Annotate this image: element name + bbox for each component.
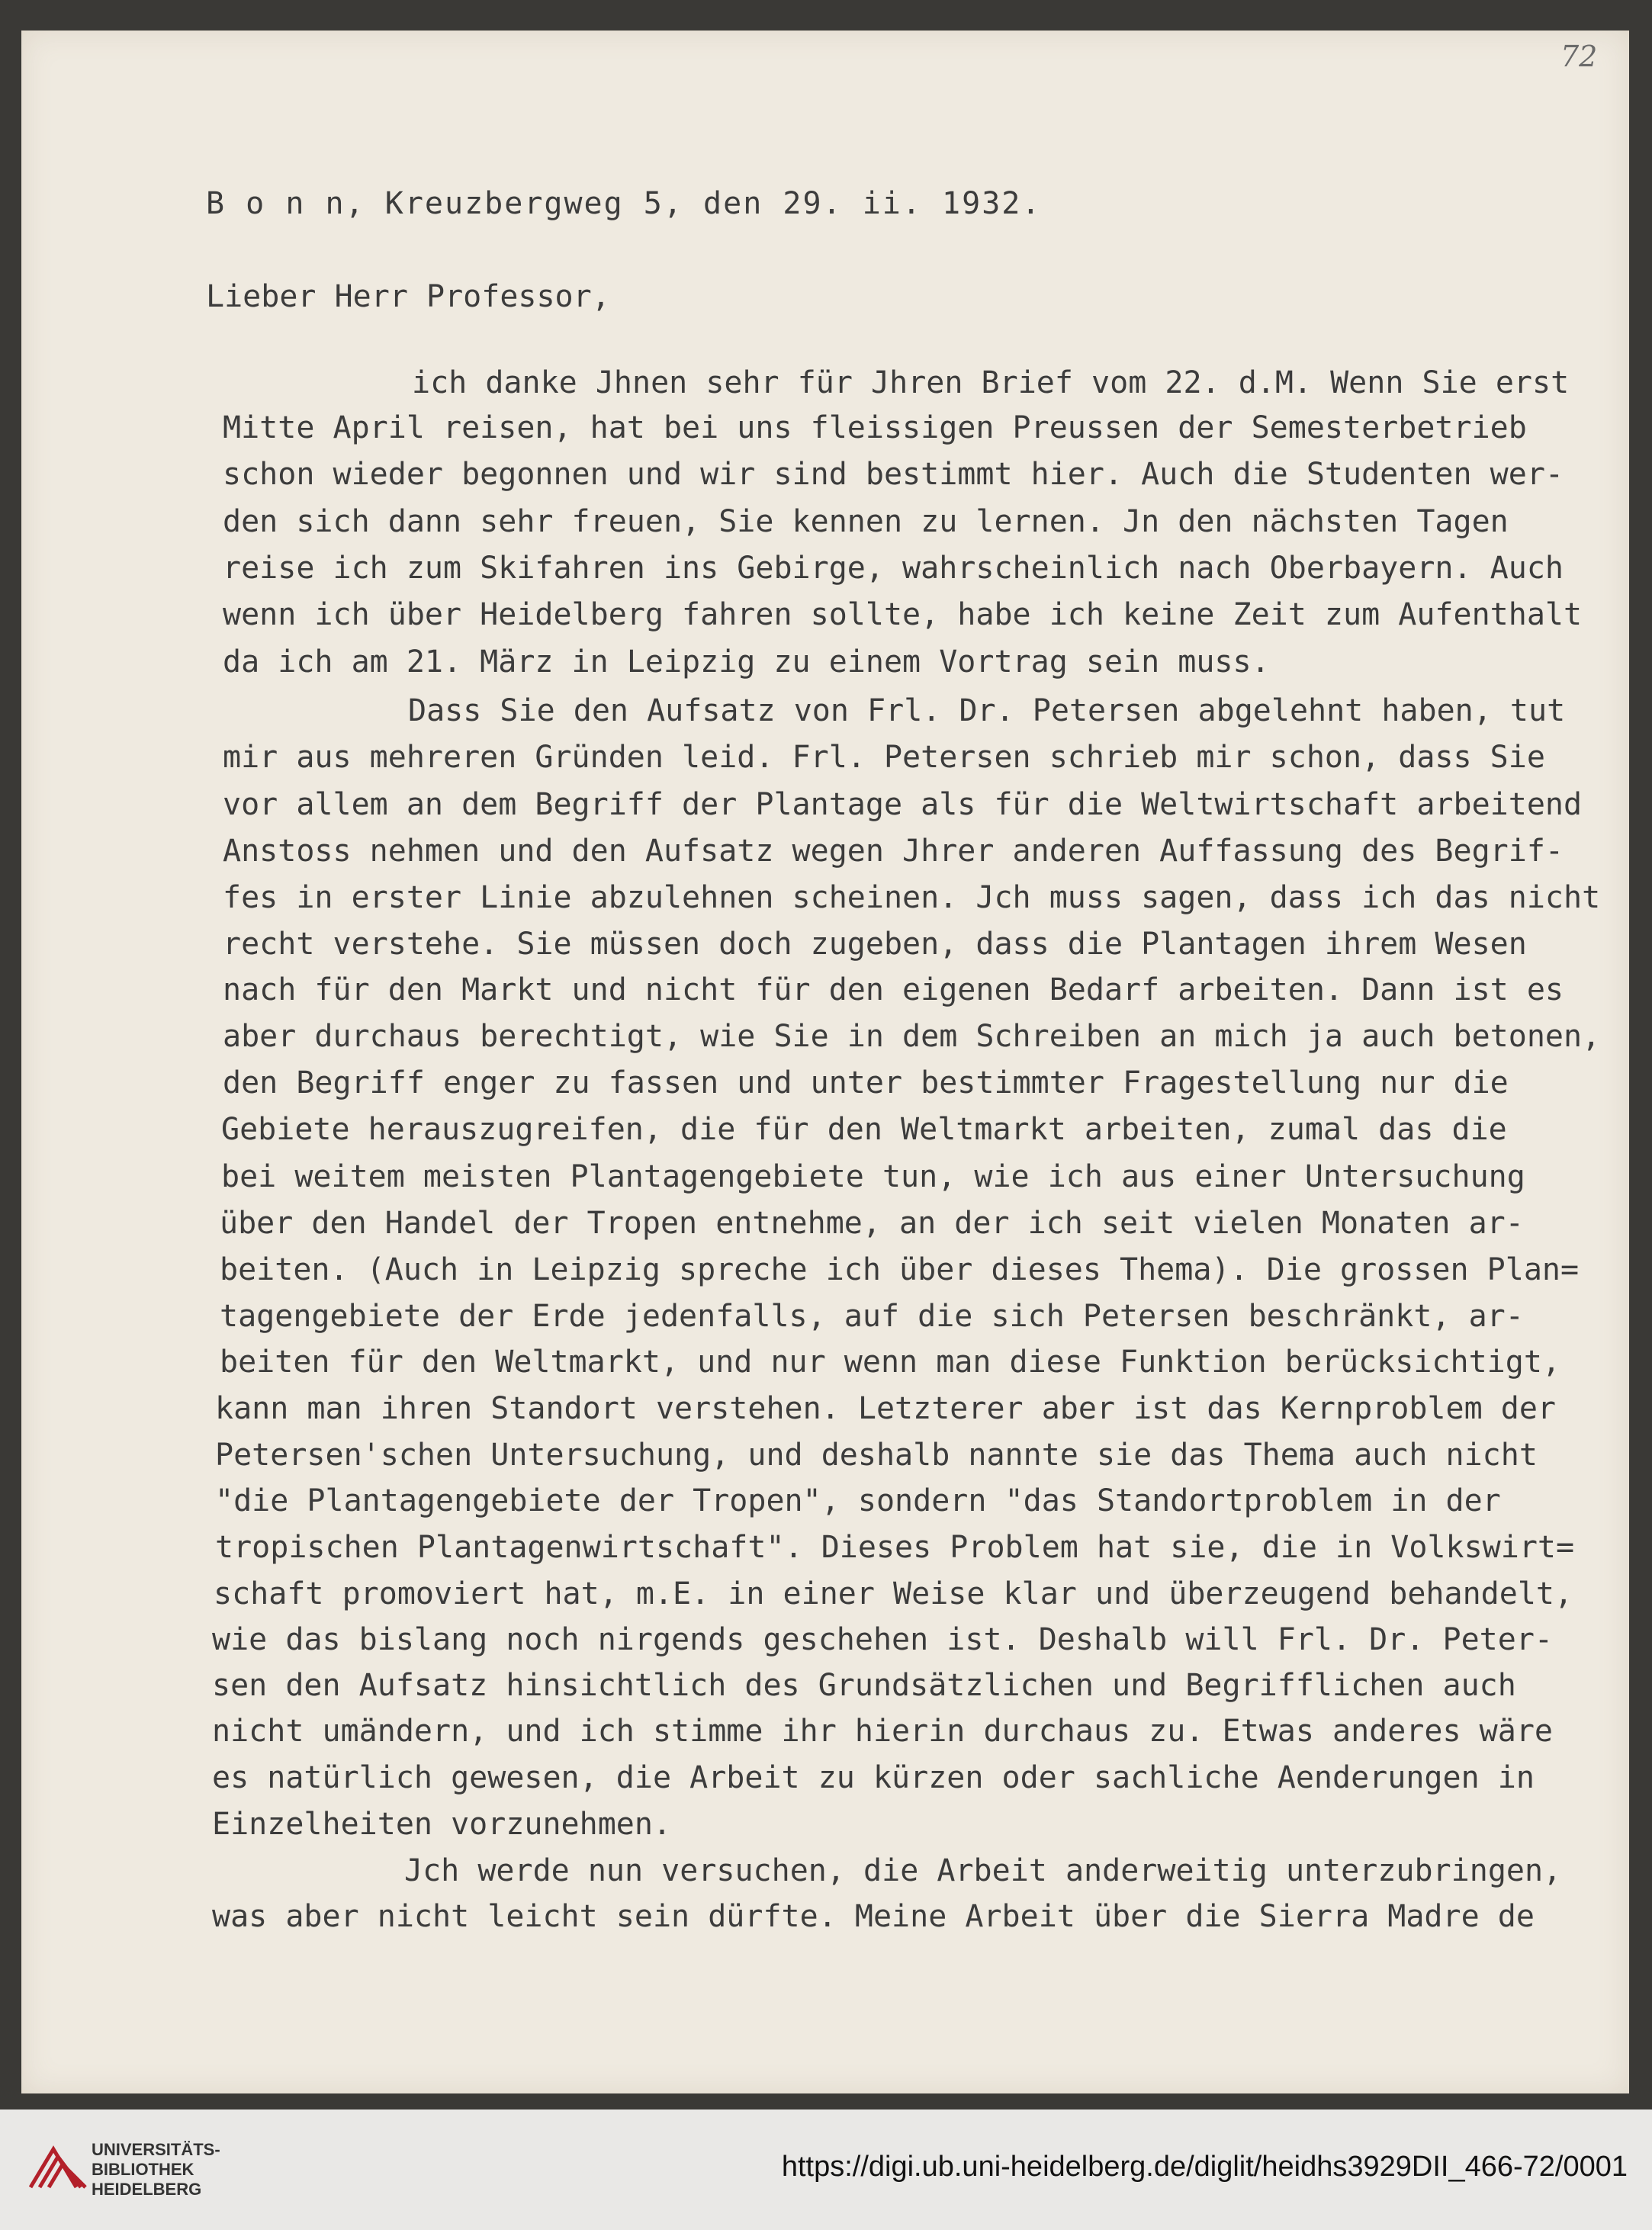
letter-line: Dass Sie den Aufsatz von Frl. Dr. Petersen abgelehnt haben, tut — [408, 693, 1566, 728]
letter-line: schon wieder begonnen und wir sind bestimmt hier. Auch die Studenten wer- — [223, 457, 1564, 492]
page-number: 72 — [1560, 40, 1598, 73]
letter-line: kann man ihren Standort verstehen. Letzterer aber ist das Kernproblem der — [215, 1391, 1556, 1426]
salutation: Lieber Herr Professor, — [206, 279, 610, 314]
letter-line: bei weitem meisten Plantagengebiete tun, wie ich aus einer Untersuchung — [221, 1159, 1525, 1194]
letter-line: "die Plantagengebiete der Tropen", sondern "das Standortproblem in der — [215, 1483, 1501, 1518]
letter-line: sen den Aufsatz hinsichtlich des Grundsätzlichen und Begrifflichen auch — [212, 1668, 1516, 1703]
footer-bar — [0, 2110, 1652, 2230]
letter-line: Gebiete herauszugreifen, die für den Weltmarkt arbeiten, zumal das die — [221, 1112, 1507, 1147]
letter-line: mir aus mehreren Gründen leid. Frl. Petersen schrieb mir schon, dass Sie — [223, 740, 1545, 775]
letter-line: Anstoss nehmen und den Aufsatz wegen Jhrer anderen Auffassung des Begrif- — [223, 834, 1564, 869]
letter-line: schaft promoviert hat, m.E. in einer Weise klar und überzeugend behandelt, — [214, 1576, 1573, 1611]
letter-line: da ich am 21. März in Leipzig zu einem Vortrag sein muss. — [223, 644, 1270, 680]
letter-line: über den Handel der Tropen entnehme, an der ich seit vielen Monaten ar- — [220, 1206, 1524, 1241]
source-url-link[interactable]: https://digi.ub.uni-heidelberg.de/diglit/heidhs3929DII_466-72/0001 — [781, 2151, 1628, 2183]
letter-line: Einzelheiten vorzunehmen. — [212, 1807, 672, 1842]
letter-line: den sich dann sehr freuen, Sie kennen zu lernen. Jn den nächsten Tagen — [223, 504, 1509, 539]
letter-line: Petersen'schen Untersuchung, und deshalb nannte sie das Thema auch nicht — [215, 1438, 1538, 1473]
letter-line: was aber nicht leicht sein dürfte. Meine Arbeit über die Sierra Madre de — [212, 1899, 1535, 1934]
letter-line: wie das bislang noch nirgends geschehen ist. Deshalb will Frl. Dr. Peter- — [212, 1622, 1553, 1657]
letter-line: aber durchaus berechtigt, wie Sie in dem Schreiben an mich ja auch betonen, — [223, 1019, 1601, 1054]
dateline: B o n n, Kreuzbergweg 5, den 29. ii. 1932. — [206, 186, 1042, 221]
letter-line: es natürlich gewesen, die Arbeit zu kürzen oder sachliche Aenderungen in — [212, 1760, 1535, 1795]
letter-line: reise ich zum Skifahren ins Gebirge, wahrscheinlich nach Oberbayern. Auch — [223, 551, 1564, 586]
letter-line: nach für den Markt und nicht für den eigenen Bedarf arbeiten. Dann ist es — [223, 972, 1564, 1007]
letter-line: Jch werde nun versuchen, die Arbeit anderweitig unterzubringen, — [404, 1853, 1562, 1888]
logo-line: UNIVERSITÄTS- — [92, 2140, 220, 2159]
letter-line: beiten. (Auch in Leipzig spreche ich über dieses Thema). Die grossen Plan= — [220, 1252, 1580, 1287]
letter-line: tagengebiete der Erde jedenfalls, auf die sich Petersen beschränkt, ar- — [220, 1299, 1524, 1334]
library-logo-icon — [23, 2134, 88, 2199]
library-logo-text — [92, 2140, 220, 2199]
letter-line: vor allem an dem Begriff der Plantage als für die Weltwirtschaft arbeitend — [223, 787, 1583, 822]
logo-line: HEIDELBERG — [92, 2180, 202, 2199]
letter-line: tropischen Plantagenwirtschaft". Dieses Problem hat sie, die in Volkswirt= — [215, 1530, 1575, 1565]
letter-line: beiten für den Weltmarkt, und nur wenn man diese Funktion berücksichtigt, — [220, 1345, 1560, 1380]
letter-line: den Begriff enger zu fassen und unter bestimmter Fragestellung nur die — [223, 1065, 1509, 1101]
letter-line: ich danke Jhnen sehr für Jhren Brief vom 22. d.M. Wenn Sie erst — [412, 365, 1570, 400]
letter-line: Mitte April reisen, hat bei uns fleissigen Preussen der Semesterbetrieb — [223, 410, 1527, 445]
letter-line: wenn ich über Heidelberg fahren sollte, habe ich keine Zeit zum Aufenthalt — [223, 597, 1583, 632]
logo-line: BIBLIOTHEK — [92, 2160, 194, 2179]
letter-line: nicht umändern, und ich stimme ihr hierin durchaus zu. Etwas anderes wäre — [212, 1714, 1553, 1749]
letter-line: recht verstehe. Sie müssen doch zugeben, dass die Plantagen ihrem Wesen — [223, 927, 1527, 962]
letter-line: fes in erster Linie abzulehnen scheinen. Jch muss sagen, dass ich das nicht — [223, 880, 1601, 915]
